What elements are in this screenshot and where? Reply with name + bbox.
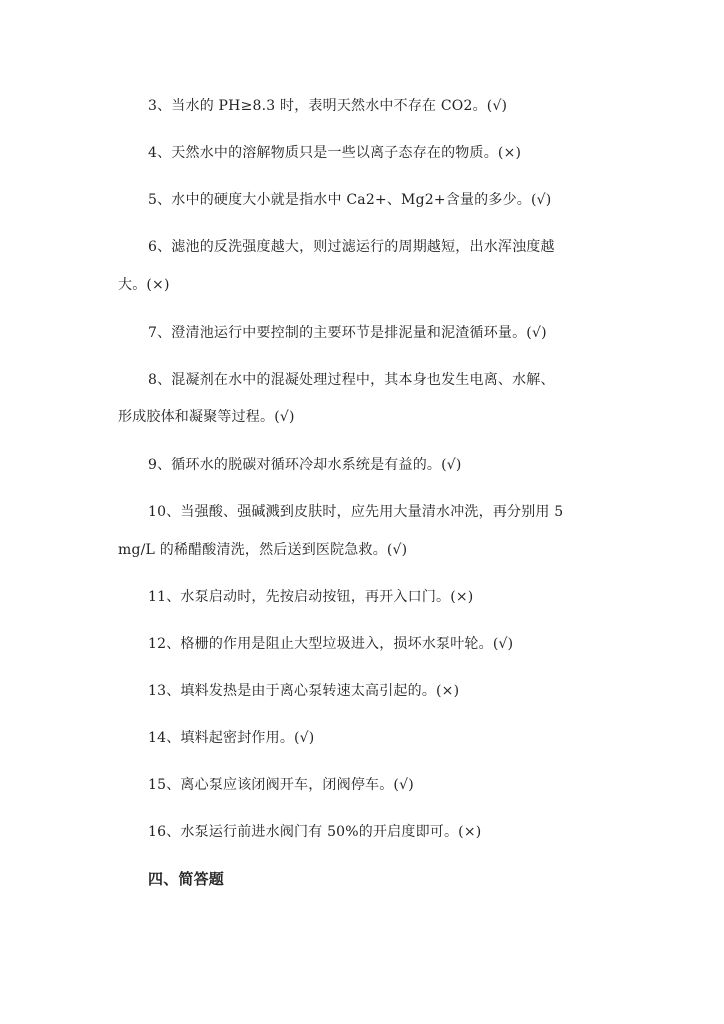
item-8-line1: 8、混凝剂在水中的混凝处理过程中，其本身也发生电离、水解、 [148, 372, 555, 388]
item-3: 3、当水的 PH≥8.3 时，表明天然水中不存在 CO2。(√) [148, 98, 508, 114]
item-15: 15、离心泵应该闭阀开车，闭阀停车。(√) [148, 777, 414, 793]
item-10-line1: 10、当强酸、强碱溅到皮肤时，应先用大量清水冲洗，再分别用 5 [148, 504, 564, 520]
item-16: 16、水泵运行前进水阀门有 50%的开启度即可。(×) [148, 824, 482, 840]
item-4: 4、天然水中的溶解物质只是一些以离子态存在的物质。(×) [148, 145, 522, 161]
item-6-line1: 6、滤池的反洗强度越大，则过滤运行的周期越短，出水浑浊度越 [148, 239, 555, 255]
item-13: 13、填料发热是由于离心泵转速太高引起的。(×) [148, 683, 460, 699]
item-12: 12、格栅的作用是阻止大型垃圾进入，损坏水泵叶轮。(√) [148, 636, 514, 652]
item-5: 5、水中的硬度大小就是指水中 Ca2+、Mg2+含量的多少。(√) [148, 192, 552, 208]
item-9: 9、循环水的脱碳对循环冷却水系统是有益的。(√) [148, 457, 462, 473]
section-heading: 四、简答题 [148, 870, 225, 888]
item-11: 11、水泵启动时，先按启动按钮，再开入口门。(×) [148, 589, 474, 605]
item-6-line2: 大。(×) [118, 277, 170, 293]
item-8-line2: 形成胶体和凝聚等过程。(√) [118, 409, 295, 425]
item-7: 7、澄清池运行中要控制的主要环节是排泥量和泥渣循环量。(√) [148, 325, 547, 341]
item-14: 14、填料起密封作用。(√) [148, 730, 315, 746]
item-10-line2: mg/L 的稀醋酸清洗，然后送到医院急救。(√) [118, 542, 408, 558]
